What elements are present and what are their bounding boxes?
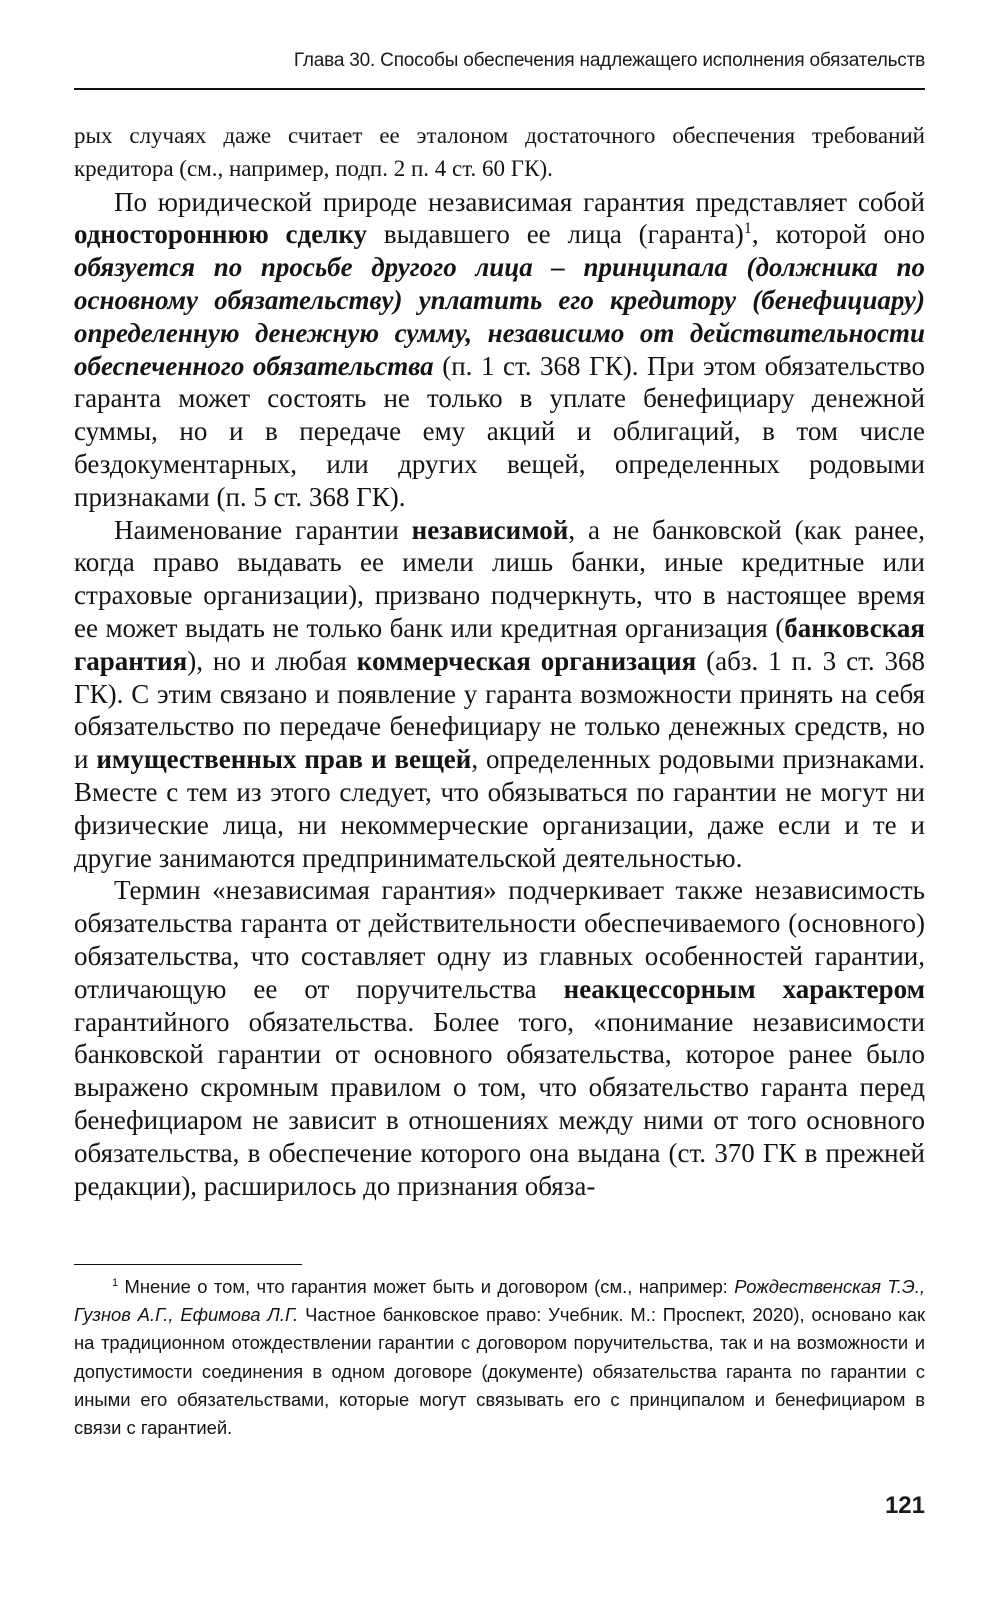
footnote-separator: [74, 1264, 302, 1265]
running-header: Глава 30. Способы обеспечения надлежащего исполнения обязательств: [293, 50, 925, 71]
text-run: ), но и любая: [187, 645, 357, 676]
text-run: , а не банковской (как ранее, когда право выдавать ее имели лишь банки, иные кредитные или страховые организации), призвано подчеркнуть, что в настоящее время ее может выдать не только банк или кредитная организация (: [74, 514, 925, 643]
text-run: , определенных родовыми признаками. Вместе с тем из этого следует, что обязываться по гарантии не могут ни физические лица, ни некоммерческие организации, даже если и те и другие занимаются предпринимательской деятельностью.: [74, 744, 926, 873]
bold-term-commercial-organization: коммерческая организация: [356, 645, 697, 676]
text-run: , которой оно: [751, 219, 925, 250]
paragraph-legal-nature: [74, 186, 925, 514]
bold-italic-definition: обязуется по просьбе другого лица – принципала (должника по основному обязательству) уплатить его кредитору (бенефициару) определенную денежную сумму, независимо от действительности обеспеченного обязательства: [74, 252, 925, 381]
bold-term-independent: независимой: [411, 514, 569, 545]
footnote-marker: 1: [112, 1276, 119, 1289]
paragraph-term-independence: [74, 874, 925, 1202]
text-run: Термин «независимая гарантия» подчеркивает также независимость обязательства гаранта от действительности обеспечиваемого (основного) обязательства, что составляет одну из главных особенностей гарантии, отличающую ее от поручительства: [74, 875, 925, 1004]
bold-term-bank-guarantee: банковская гарантия: [74, 612, 925, 676]
bold-term-property-rights: имущественных прав и вещей: [96, 744, 472, 775]
footnote: [74, 1273, 925, 1442]
text-run: (п. 1 ст. 368 ГК). При этом обязательство гаранта может состоять не только в уплате бенефициару денежной суммы, но и в передаче ему акций и облигаций, в том числе бездокументарных, или других вещей, определенных родовыми признаками (п. 5 ст. 368 ГК).: [74, 350, 926, 512]
text-run: Частное банковское право: Учебник. М.: Проспект, 2020), основано как на традиционном отождествлении гарантии с договором поручительства, так и на возможности и допустимости соединения в одном договоре (документе) обязательства гаранта по гарантии с иными его обязательствами, которые могут связывать его с принципалом и бенефициаром в связи с гарантией.: [74, 1304, 925, 1439]
italic-authors: Рождественская Т.Э., Гузнов А.Г., Ефимова Л.Г.: [74, 1276, 926, 1326]
paragraph-continued: рых случаях даже считает ее эталоном достаточного обеспечения требований кредитора (см., например, подп. 2 п. 4 ст. 60 ГК).: [74, 123, 925, 181]
paragraph-independent-name: [74, 514, 925, 875]
text-run: Мнение о том, что гарантия может быть и договором (см., например:: [118, 1276, 735, 1297]
main-text: [74, 120, 925, 1202]
bold-term-non-accessory: неакцессорным характером: [563, 973, 925, 1004]
page-number: 121: [884, 1492, 925, 1519]
text-run: По юридической природе независимая гарантия представляет собой: [114, 186, 925, 217]
footnote-reference[interactable]: 1: [743, 219, 752, 238]
text-run: Наименование гарантии: [114, 514, 412, 545]
text-run: (абз. 1 п. 3 ст. 368 ГК). С этим связано и появление у гаранта возможности принять на себя обязательство по передаче бенефициару не только денежных средств, но и: [74, 645, 925, 775]
header-rule: [74, 88, 925, 90]
bold-term-unilateral-deal: одностороннюю сделку: [74, 219, 367, 250]
text-run: выдавшего ее лица (гаранта): [367, 219, 744, 250]
text-run: гарантийного обязательства. Более того, «понимание независимости банковской гарантии от основного обязательства, которое ранее было выражено скромным правилом о том, что обязательство гаранта перед бенефициаром не зависит в отношениях между ними от того основного обязательства, в обеспечение которого она выдана (ст. 370 ГК в прежней редакции), расширилось до признания обяза-: [74, 1006, 925, 1201]
